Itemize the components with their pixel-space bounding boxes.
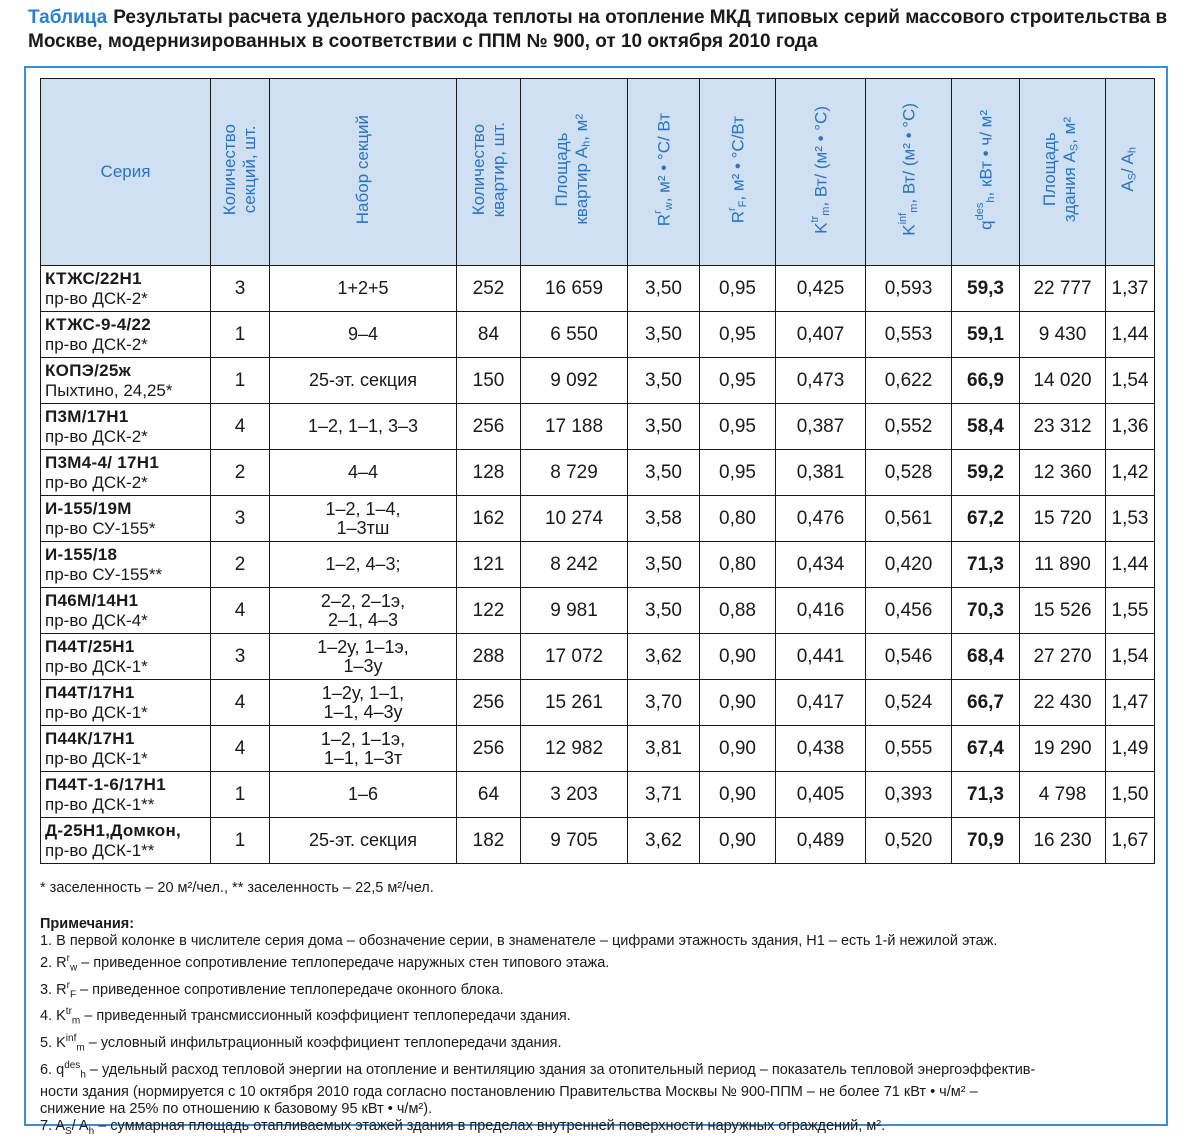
- cell-q: 68,4: [952, 634, 1020, 680]
- footnote: * заселенность – 20 м²/чел., ** заселенность – 22,5 м²/чел.: [40, 880, 434, 896]
- cell-sections-set: 1–2, 1–1э, 1–1, 1–3т: [270, 726, 457, 772]
- cell-rw: 3,50: [628, 450, 700, 496]
- cell-apartments: 256: [457, 680, 521, 726]
- cell-sections-set: 1–2, 1–1, 3–3: [270, 404, 457, 450]
- cell-q: 59,2: [952, 450, 1020, 496]
- table-row: [41, 680, 1155, 726]
- cell-sections-count: 4: [211, 404, 270, 450]
- cell-rw: 3,70: [628, 680, 700, 726]
- cell-series: П3М4-4/ 17Н1 пр-во ДСК-2*: [41, 450, 211, 496]
- cell-series: КТЖС/22Н1 пр-во ДСК-2*: [41, 266, 211, 312]
- cell-area: 8 729: [521, 450, 628, 496]
- cell-apartments: 256: [457, 404, 521, 450]
- table-row: [41, 358, 1155, 404]
- cell-rf: 0,95: [700, 404, 776, 450]
- cell-apartments: 122: [457, 588, 521, 634]
- cell-ktr: 0,387: [776, 404, 866, 450]
- cell-ktr: 0,417: [776, 680, 866, 726]
- cell-rw: 3,81: [628, 726, 700, 772]
- header-kinf: $K^{inf}_m$, Вт/ (м² • °С): [866, 79, 952, 266]
- cell-sections-count: 1: [211, 772, 270, 818]
- cell-ktr: 0,473: [776, 358, 866, 404]
- cell-area: 15 261: [521, 680, 628, 726]
- cell-sections-count: 2: [211, 450, 270, 496]
- table-row: [41, 542, 1155, 588]
- cell-series: КТЖС-9-4/22 пр-во ДСК-2*: [41, 312, 211, 358]
- cell-ratio: 1,47: [1106, 680, 1155, 726]
- cell-rw: 3,50: [628, 312, 700, 358]
- header-rf: $R^r_F$, м² • °С/Вт: [700, 79, 776, 266]
- page-title: [28, 6, 1193, 54]
- cell-apartments: 128: [457, 450, 521, 496]
- cell-rw: 3,50: [628, 542, 700, 588]
- cell-sections-count: 3: [211, 496, 270, 542]
- cell-q: 70,9: [952, 818, 1020, 864]
- note-7: 7. $A_S/$ $A_h$ – суммарная площадь отапливаемых этажей здания в пределах внутренней поверхности наружных ограждений, м².: [40, 1117, 886, 1137]
- cell-series: П46М/14Н1 пр-во ДСК-4*: [41, 588, 211, 634]
- cell-building-area: 15 720: [1020, 496, 1106, 542]
- cell-series: П3М/17Н1 пр-во ДСК-2*: [41, 404, 211, 450]
- cell-area: 9 092: [521, 358, 628, 404]
- cell-series: П44Т-1-6/17Н1 пр-во ДСК-1**: [41, 772, 211, 818]
- cell-rw: 3,50: [628, 266, 700, 312]
- cell-area: 12 982: [521, 726, 628, 772]
- cell-rf: 0,95: [700, 450, 776, 496]
- cell-q: 67,4: [952, 726, 1020, 772]
- cell-area: 9 981: [521, 588, 628, 634]
- cell-rw: 3,62: [628, 818, 700, 864]
- cell-rf: 0,90: [700, 726, 776, 772]
- cell-building-area: 22 777: [1020, 266, 1106, 312]
- cell-kinf: 0,553: [866, 312, 952, 358]
- header-apartments: Количество квартир, шт.: [457, 79, 521, 266]
- cell-series: Д-25Н1,Домкон, пр-во ДСК-1**: [41, 818, 211, 864]
- cell-ktr: 0,441: [776, 634, 866, 680]
- cell-sections-set: 1–2, 1–4, 1–3тш: [270, 496, 457, 542]
- table-row: [41, 818, 1155, 864]
- cell-area: 10 274: [521, 496, 628, 542]
- cell-building-area: 15 526: [1020, 588, 1106, 634]
- cell-apartments: 150: [457, 358, 521, 404]
- cell-sections-count: 4: [211, 680, 270, 726]
- cell-series: И-155/18 пр-во СУ-155**: [41, 542, 211, 588]
- cell-apartments: 162: [457, 496, 521, 542]
- header-ratio: $A_S/$ $A_h$: [1106, 79, 1155, 266]
- cell-rf: 0,90: [700, 818, 776, 864]
- cell-ktr: 0,476: [776, 496, 866, 542]
- note-5: 5. $K^{inf}_m$ – условный инфильтрационный коэффициент теплопередачи здания.: [40, 1033, 562, 1054]
- cell-kinf: 0,552: [866, 404, 952, 450]
- note-1: 1. В первой колонке в числителе серия дома – обозначение серии, в знаменателе – цифрами этажность здания, Н1 – есть 1-й нежилой этаж.: [40, 933, 998, 949]
- cell-ratio: 1,36: [1106, 404, 1155, 450]
- cell-area: 16 659: [521, 266, 628, 312]
- cell-ratio: 1,54: [1106, 358, 1155, 404]
- cell-ktr: 0,434: [776, 542, 866, 588]
- cell-sections-count: 1: [211, 818, 270, 864]
- cell-ratio: 1,44: [1106, 312, 1155, 358]
- cell-area: 17 188: [521, 404, 628, 450]
- cell-series: П44Т/17Н1 пр-во ДСК-1*: [41, 680, 211, 726]
- table-row: [41, 450, 1155, 496]
- cell-sections-set: 2–2, 2–1э, 2–1, 4–3: [270, 588, 457, 634]
- cell-sections-set: 1+2+5: [270, 266, 457, 312]
- cell-rw: 3,62: [628, 634, 700, 680]
- cell-q: 58,4: [952, 404, 1020, 450]
- header-series: Серия: [41, 79, 211, 266]
- cell-building-area: 22 430: [1020, 680, 1106, 726]
- cell-kinf: 0,420: [866, 542, 952, 588]
- cell-apartments: 256: [457, 726, 521, 772]
- cell-rw: 3,58: [628, 496, 700, 542]
- cell-kinf: 0,528: [866, 450, 952, 496]
- cell-kinf: 0,622: [866, 358, 952, 404]
- cell-sections-set: 1–6: [270, 772, 457, 818]
- cell-ktr: 0,405: [776, 772, 866, 818]
- cell-sections-set: 1–2, 4–3;: [270, 542, 457, 588]
- cell-apartments: 84: [457, 312, 521, 358]
- cell-area: 9 705: [521, 818, 628, 864]
- cell-q: 59,1: [952, 312, 1020, 358]
- table-row: [41, 496, 1155, 542]
- cell-area: 8 242: [521, 542, 628, 588]
- cell-rw: 3,50: [628, 358, 700, 404]
- cell-q: 71,3: [952, 772, 1020, 818]
- cell-apartments: 182: [457, 818, 521, 864]
- header-sections-count: Количество секций, шт.: [211, 79, 270, 266]
- cell-building-area: 12 360: [1020, 450, 1106, 496]
- cell-ktr: 0,381: [776, 450, 866, 496]
- title-label: Таблица: [28, 7, 108, 28]
- results-table: [40, 78, 1155, 864]
- cell-rf: 0,90: [700, 772, 776, 818]
- note-4: 4. $K^{tr}_m$ – приведенный трансмиссионный коэффициент теплопередачи здания.: [40, 1006, 571, 1028]
- cell-kinf: 0,593: [866, 266, 952, 312]
- table-row: [41, 312, 1155, 358]
- cell-ratio: 1,67: [1106, 818, 1155, 864]
- cell-kinf: 0,561: [866, 496, 952, 542]
- table-row: [41, 634, 1155, 680]
- cell-rf: 0,95: [700, 358, 776, 404]
- header-rw: $R^r_w$, м² • °С/ Вт: [628, 79, 700, 266]
- cell-building-area: 23 312: [1020, 404, 1106, 450]
- cell-building-area: 27 270: [1020, 634, 1106, 680]
- cell-area: 17 072: [521, 634, 628, 680]
- cell-kinf: 0,546: [866, 634, 952, 680]
- cell-sections-count: 4: [211, 588, 270, 634]
- cell-apartments: 288: [457, 634, 521, 680]
- cell-q: 71,3: [952, 542, 1020, 588]
- cell-ratio: 1,37: [1106, 266, 1155, 312]
- cell-area: 6 550: [521, 312, 628, 358]
- cell-building-area: 14 020: [1020, 358, 1106, 404]
- cell-building-area: 19 290: [1020, 726, 1106, 772]
- cell-building-area: 9 430: [1020, 312, 1106, 358]
- notes-heading: Примечания:: [40, 916, 135, 932]
- cell-ratio: 1,55: [1106, 588, 1155, 634]
- cell-rf: 0,90: [700, 680, 776, 726]
- cell-sections-count: 2: [211, 542, 270, 588]
- cell-rf: 0,80: [700, 496, 776, 542]
- cell-sections-set: 1–2у, 1–1, 1–1, 4–3у: [270, 680, 457, 726]
- header-ktr: $K^{tr}_m$, Вт/ (м² • °С): [776, 79, 866, 266]
- cell-rf: 0,95: [700, 266, 776, 312]
- cell-ktr: 0,425: [776, 266, 866, 312]
- cell-series: И-155/19М пр-во СУ-155*: [41, 496, 211, 542]
- cell-ratio: 1,54: [1106, 634, 1155, 680]
- cell-kinf: 0,456: [866, 588, 952, 634]
- cell-rf: 0,90: [700, 634, 776, 680]
- cell-ratio: 1,50: [1106, 772, 1155, 818]
- cell-apartments: 252: [457, 266, 521, 312]
- cell-rf: 0,88: [700, 588, 776, 634]
- cell-building-area: 4 798: [1020, 772, 1106, 818]
- header-area: Площадь квартир $A_h$, м²: [521, 79, 628, 266]
- cell-ktr: 0,416: [776, 588, 866, 634]
- cell-apartments: 64: [457, 772, 521, 818]
- cell-sections-count: 3: [211, 266, 270, 312]
- cell-series: П44Т/25Н1 пр-во ДСК-1*: [41, 634, 211, 680]
- cell-ratio: 1,53: [1106, 496, 1155, 542]
- cell-ratio: 1,42: [1106, 450, 1155, 496]
- cell-sections-count: 4: [211, 726, 270, 772]
- cell-rf: 0,95: [700, 312, 776, 358]
- cell-q: 67,2: [952, 496, 1020, 542]
- cell-sections-set: 25-эт. секция: [270, 818, 457, 864]
- header-sections-set: Набор секций: [270, 79, 457, 266]
- cell-kinf: 0,393: [866, 772, 952, 818]
- cell-ktr: 0,438: [776, 726, 866, 772]
- cell-area: 3 203: [521, 772, 628, 818]
- notes: [40, 916, 1170, 1139]
- cell-q: 66,7: [952, 680, 1020, 726]
- cell-rw: 3,50: [628, 404, 700, 450]
- cell-kinf: 0,524: [866, 680, 952, 726]
- cell-rw: 3,71: [628, 772, 700, 818]
- cell-ktr: 0,407: [776, 312, 866, 358]
- table-row: [41, 404, 1155, 450]
- cell-apartments: 121: [457, 542, 521, 588]
- note-6: 6. $q^{des}_h$ – удельный расход тепловой энергии на отопление и вентиляцию здания за отопительный период – показатель тепловой энергоэффектив- ности здания (нормируется с 10 октября 2010 года согласно постановлению Правительства Москвы № 900-ППМ – не более 71 кВт • ч/м² – снижение на 25% по отношению к базовому 95 кВт • ч/м²).: [40, 1059, 1036, 1117]
- cell-sections-set: 25-эт. секция: [270, 358, 457, 404]
- table-row: [41, 266, 1155, 312]
- cell-kinf: 0,520: [866, 818, 952, 864]
- table-row: [41, 588, 1155, 634]
- cell-q: 66,9: [952, 358, 1020, 404]
- cell-building-area: 16 230: [1020, 818, 1106, 864]
- header-building-area: Площадь здания $A_S$, м²: [1020, 79, 1106, 266]
- cell-building-area: 11 890: [1020, 542, 1106, 588]
- cell-q: 70,3: [952, 588, 1020, 634]
- table-row: [41, 726, 1155, 772]
- cell-rf: 0,80: [700, 542, 776, 588]
- cell-sections-set: 1–2у, 1–1э, 1–3у: [270, 634, 457, 680]
- title-text: Результаты расчета удельного расхода теплоты на отопление МКД типовых серий массового строительства в Москве, модернизированных в соответствии с ППМ № 900, от 10 октября 2010 года: [28, 7, 1168, 52]
- cell-series: П44К/17Н1 пр-во ДСК-1*: [41, 726, 211, 772]
- note-3: 3. $R^r_F$ – приведенное сопротивление теплопередаче оконного блока.: [40, 979, 504, 1001]
- cell-sections-count: 3: [211, 634, 270, 680]
- cell-q: 59,3: [952, 266, 1020, 312]
- cell-ratio: 1,44: [1106, 542, 1155, 588]
- note-2: 2. $R^r_w$ – приведенное сопротивление теплопередаче наружных стен типового этажа.: [40, 953, 610, 974]
- header-row: [41, 79, 1155, 266]
- table-frame: [24, 66, 1168, 1137]
- cell-series: КОПЭ/25ж Пыхтино, 24,25*: [41, 358, 211, 404]
- cell-sections-count: 1: [211, 358, 270, 404]
- cell-ktr: 0,489: [776, 818, 866, 864]
- cell-sections-count: 1: [211, 312, 270, 358]
- cell-kinf: 0,555: [866, 726, 952, 772]
- cell-sections-set: 9–4: [270, 312, 457, 358]
- cell-sections-set: 4–4: [270, 450, 457, 496]
- header-q: $q^{des}_h$, кВт • ч/ м²: [952, 79, 1020, 266]
- table-row: [41, 772, 1155, 818]
- cell-ratio: 1,49: [1106, 726, 1155, 772]
- cell-rw: 3,50: [628, 588, 700, 634]
